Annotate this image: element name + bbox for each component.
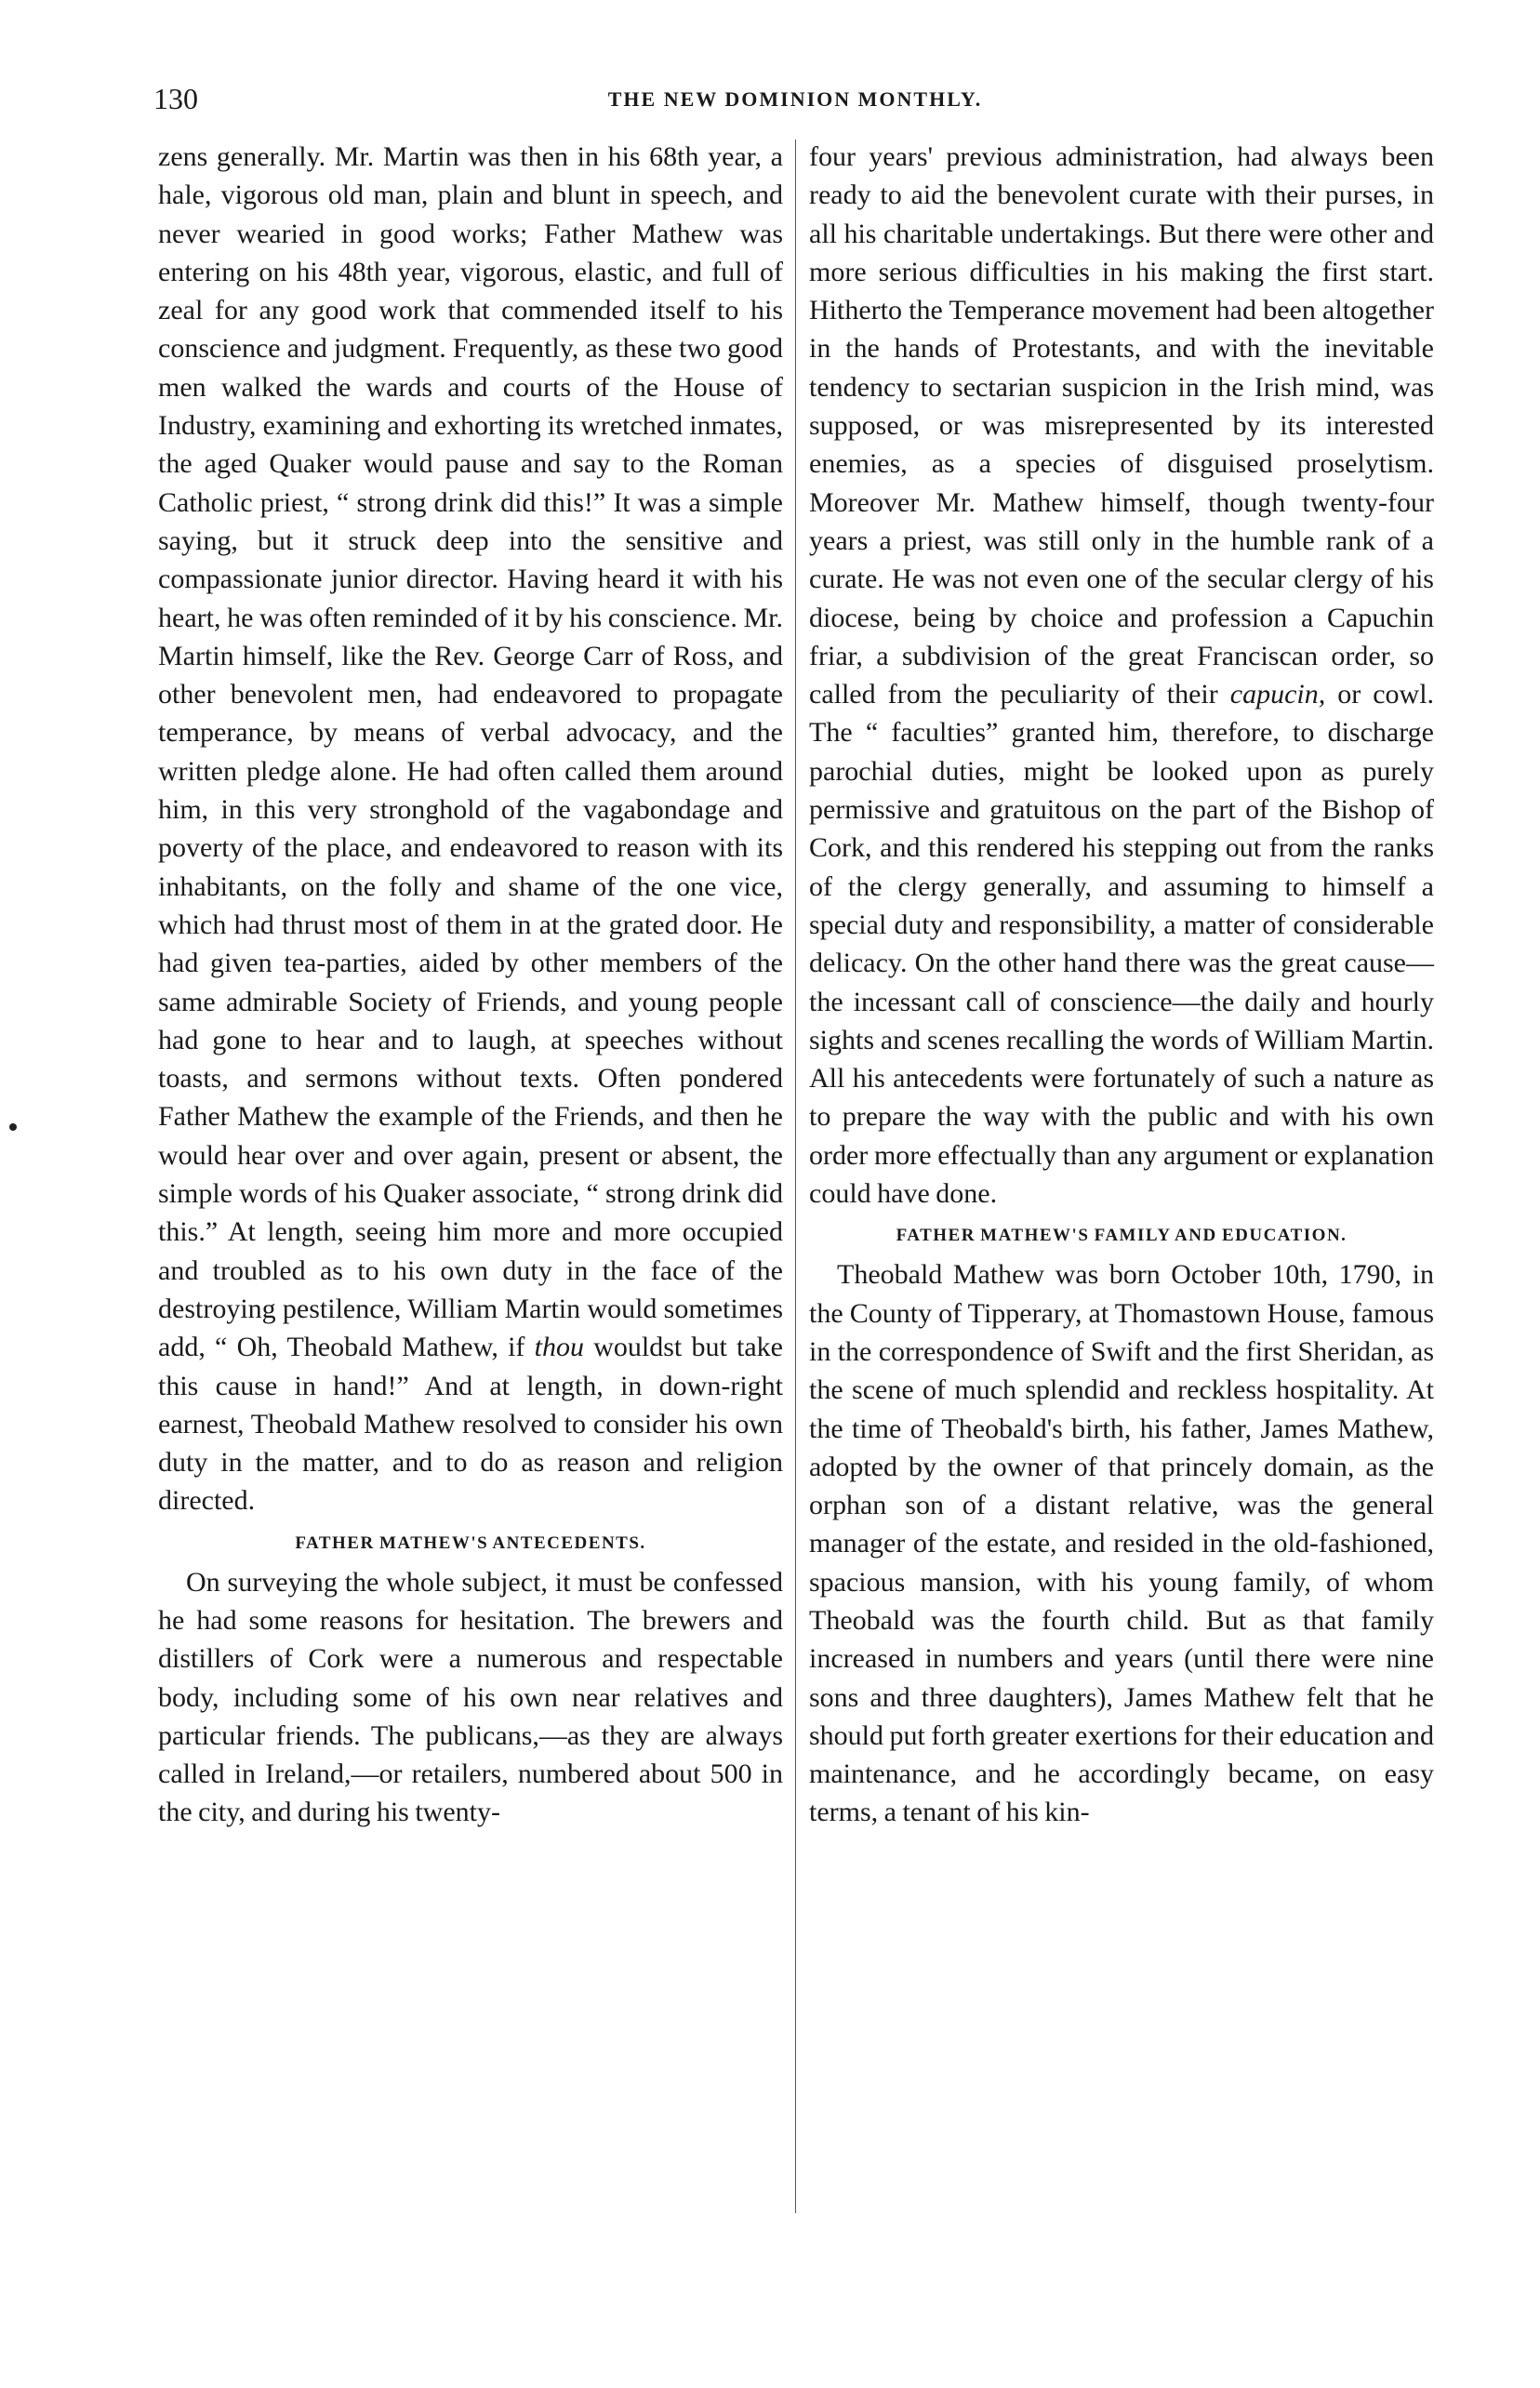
right-column xyxy=(809,138,1434,1832)
left-paragraph-2: On surveying the whole subject, it must be confessed he had some reasons for hesitation. The brewers and distillers of Cork were a numerous and respectable body, including some of his own near relatives and particular friends. The publicans,—as they are always called in Ireland,—or retailers, numbered about 500 in the city, and during his twenty- xyxy=(158,1566,783,1828)
left-paragraph-1 xyxy=(158,138,783,1520)
right-paragraph-1-end: or cowl. The “ faculties” granted him, therefore, to discharge parochial duties, might be looked upon as purely permissive and gratuitous on the part of the Bishop of Cork, and this rendered his stepping out from the ranks of the clergy generally, and assuming to himself a special duty and responsibility, a matter of considerable delicacy. On the other hand there was the great cause—the incessant call of conscience—the daily and hourly sights and scenes recalling the words of William Martin. All his antecedents were fortunately of such a nature as to prepare the way with the public and with his own order more effectually than any argument or explanation could have done. xyxy=(809,679,1435,1210)
right-paragraph-1-italic: capucin, xyxy=(1229,679,1326,710)
section-heading-antecedents: FATHER MATHEW'S ANTECEDENTS. xyxy=(295,1532,646,1553)
right-paragraph-1 xyxy=(809,138,1434,1213)
margin-mark xyxy=(9,1123,17,1131)
page-number: 130 xyxy=(153,82,198,115)
right-paragraph-2: Theobald Mathew was born October 10th, 1790, in the County of Tipperary, at Thomastown House, famous in the correspondence of Swift and the first Sheridan, as the scene of much splendid and reckless hospitality. At the time of Theobald's birth, his father, James Mathew, adopted by the owner of that princely domain, as the orphan son of a distant relative, was the general manager of the estate, and resided in the old-fashioned, spacious mansion, with his young family, of whom Theobald was the fourth child. But as that family increased in numbers and years (until there were nine sons and three daughters), James Mathew felt that he should put forth greater exertions for their education and maintenance, and he accordingly became, on easy terms, a tenant of his kin- xyxy=(809,1259,1434,1828)
right-paragraph-1-text: four years' previous administration, had always been ready to aid the benevolent curate with their purses, in all his charitable undertakings. But there were other and more serious difficulties in his making the first start. Hitherto the Temperance movement had been altogether in the hands of Protestants, and with the inevitable tendency to sectarian suspicion in the Irish mind, was supposed, or was misrepresented by its interested enemies, as a species of disguised proselytism. Moreover Mr. Mathew himself, though twenty-four years a priest, was still only in the humble rank of a curate. He was not even one of the secular clergy of his diocese, being by choice and profession a Capuchin friar, a subdivision of the great Franciscan order, so called from the peculiarity of their xyxy=(809,141,1434,710)
left-paragraph-1-text: zens generally. Mr. Martin was then in his 68th year, a hale, vigorous old man, plain and blunt in speech, and never wearied in good works; Father Mathew was entering on his 48th year, vigorous, elastic, and full of zeal for any good work that commended itself to his conscience and judgment. Frequently, as these two good men walked the wards and courts of the House of Industry, examining and exhorting its wretched inmates, the aged Quaker would pause and say to the Roman Catholic priest, “ strong drink did this!” It was a simple saying, but it struck deep into the sensitive and compassionate junior director. Having heard it with his heart, he was often reminded of it by his conscience. Mr. Martin himself, like the Rev. George Carr of Ross, and other benevolent men, had endeavored to propagate temperance, by means of verbal advocacy, and the written pledge alone. He had often called them around him, in this very stronghold of the vagabondage and poverty of the place, and endeavored to reason with its inhabitants, on the folly and shame of the one vice, which had thrust most of them in at the grated door. He had given tea-parties, aided by other members of the same admirable Society of Friends, and young people had gone to hear and to laugh, at speeches without toasts, and sermons without texts. Often pondered Father Mathew the example of the Friends, and then he would hear over and over again, present or absent, the simple words of his Quaker associate, “ strong drink did this.” At length, seeing him more and more occupied and troubled as to his own duty in the face of the destroying pestilence, William Martin would sometimes add, “ Oh, Theobald Mathew, if xyxy=(158,141,783,1363)
section-heading-family-education: FATHER MATHEW'S FAMILY AND EDUCATION. xyxy=(896,1226,1348,1246)
left-paragraph-1-italic: thou xyxy=(534,1332,584,1363)
left-paragraph-1-end: wouldst but take this cause in hand!” And at length, in down-right earnest, Theobald Mathew resolved to consider his own duty in the matter, and to do as reason and religion directed. xyxy=(158,1332,783,1517)
page-header xyxy=(153,82,1437,119)
column-divider xyxy=(795,139,796,2213)
running-title: THE NEW DOMINION MONTHLY. xyxy=(607,87,983,111)
left-column xyxy=(158,138,783,1832)
